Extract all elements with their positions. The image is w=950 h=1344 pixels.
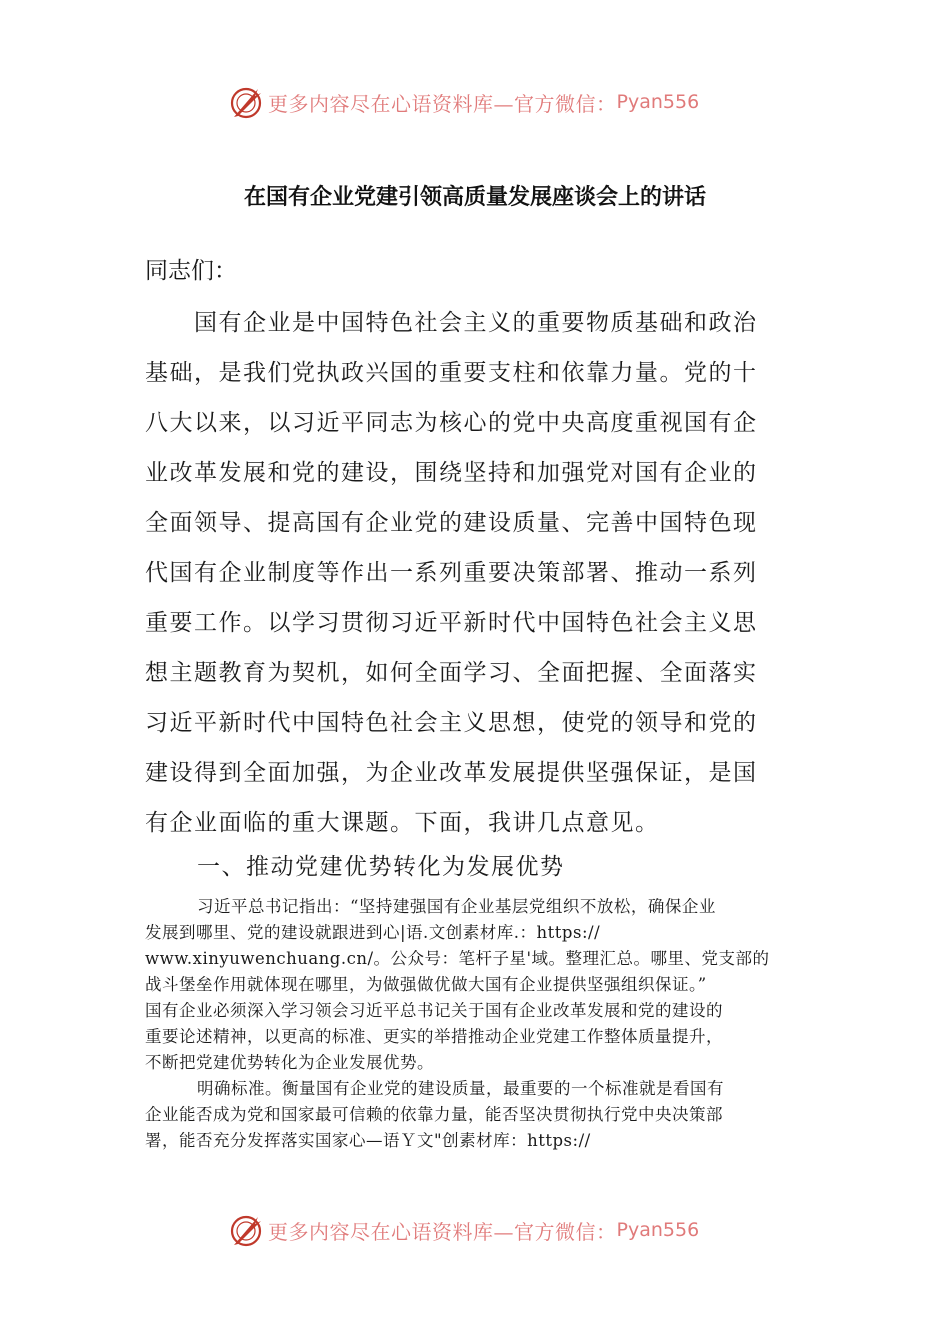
intro-line: 代国有企业制度等作出一系列重要决策部署、推动一系列 <box>145 560 758 586</box>
section-heading: 一、推动党建优势转化为发展优势 <box>197 854 565 880</box>
body-line: 署，能否充分发挥落实国家心—语Ｙ文"创素材库：https:// <box>145 1131 591 1150</box>
body-line: 发展到哪里、党的建设就跟进到心|语.文创素材库.：https:// <box>145 923 601 942</box>
watermark-wechat-id: Pyan556 <box>616 1219 700 1241</box>
body-line: 战斗堡垒作用就体现在哪里，为做强做优做大国有企业提供坚强组织保证。” <box>145 975 707 994</box>
watermark-banner-top <box>228 82 699 122</box>
body-line: www.xinyuwenchuang.cn/。公众号：笔杆子星'域。整理汇总。哪里、党支部的 <box>145 949 770 968</box>
intro-line: 基础，是我们党执政兴国的重要支柱和依靠力量。党的十 <box>145 360 758 386</box>
intro-line: 有企业面临的重大课题。下面，我讲几点意见。 <box>145 810 660 836</box>
watermark-wechat-id: Pyan556 <box>616 91 700 113</box>
body-line: 习近平总书记指出：“坚持建强国有企业基层党组织不放松，确保企业 <box>197 897 716 916</box>
page-title: 在国有企业党建引领高质量发展座谈会上的讲话 <box>243 185 706 210</box>
watermark-text: 更多内容尽在心语资料库—官方微信： <box>268 1219 617 1244</box>
greeting: 同志们： <box>145 258 237 284</box>
body-line: 不断把党建优势转化为企业发展优势。 <box>145 1053 434 1072</box>
watermark-text: 更多内容尽在心语资料库—官方微信： <box>268 91 617 116</box>
intro-line: 全面领导、提高国有企业党的建设质量、完善中国特色现 <box>145 510 758 536</box>
body-line: 国有企业必须深入学习领会习近平总书记关于国有企业改革发展和党的建设的 <box>145 1001 723 1020</box>
intro-line: 重要工作。以学习贯彻习近平新时代中国特色社会主义思 <box>145 610 758 636</box>
quill-logo-icon <box>228 84 264 120</box>
intro-line: 想主题教育为契机，如何全面学习、全面把握、全面落实 <box>145 660 758 686</box>
intro-line: 八大以来，以习近平同志为核心的党中央高度重视国有企 <box>145 410 758 436</box>
intro-line: 国有企业是中国特色社会主义的重要物质基础和政治 <box>145 310 758 336</box>
intro-line: 习近平新时代中国特色社会主义思想，使党的领导和党的 <box>145 710 758 736</box>
intro-line: 建设得到全面加强，为企业改革发展提供坚强保证，是国 <box>145 760 758 786</box>
watermark-banner-bottom <box>228 1210 699 1250</box>
body-line: 重要论述精神，以更高的标准、更实的举措推动企业党建工作整体质量提升， <box>145 1027 723 1046</box>
intro-line: 业改革发展和党的建设，围绕坚持和加强党对国有企业的 <box>145 460 758 486</box>
quill-logo-icon <box>228 1212 264 1248</box>
body-line: 企业能否成为党和国家最可信赖的依靠力量，能否坚决贯彻执行党中央决策部 <box>145 1105 723 1124</box>
body-line: 明确标准。衡量国有企业党的建设质量，最重要的一个标准就是看国有 <box>197 1079 724 1098</box>
